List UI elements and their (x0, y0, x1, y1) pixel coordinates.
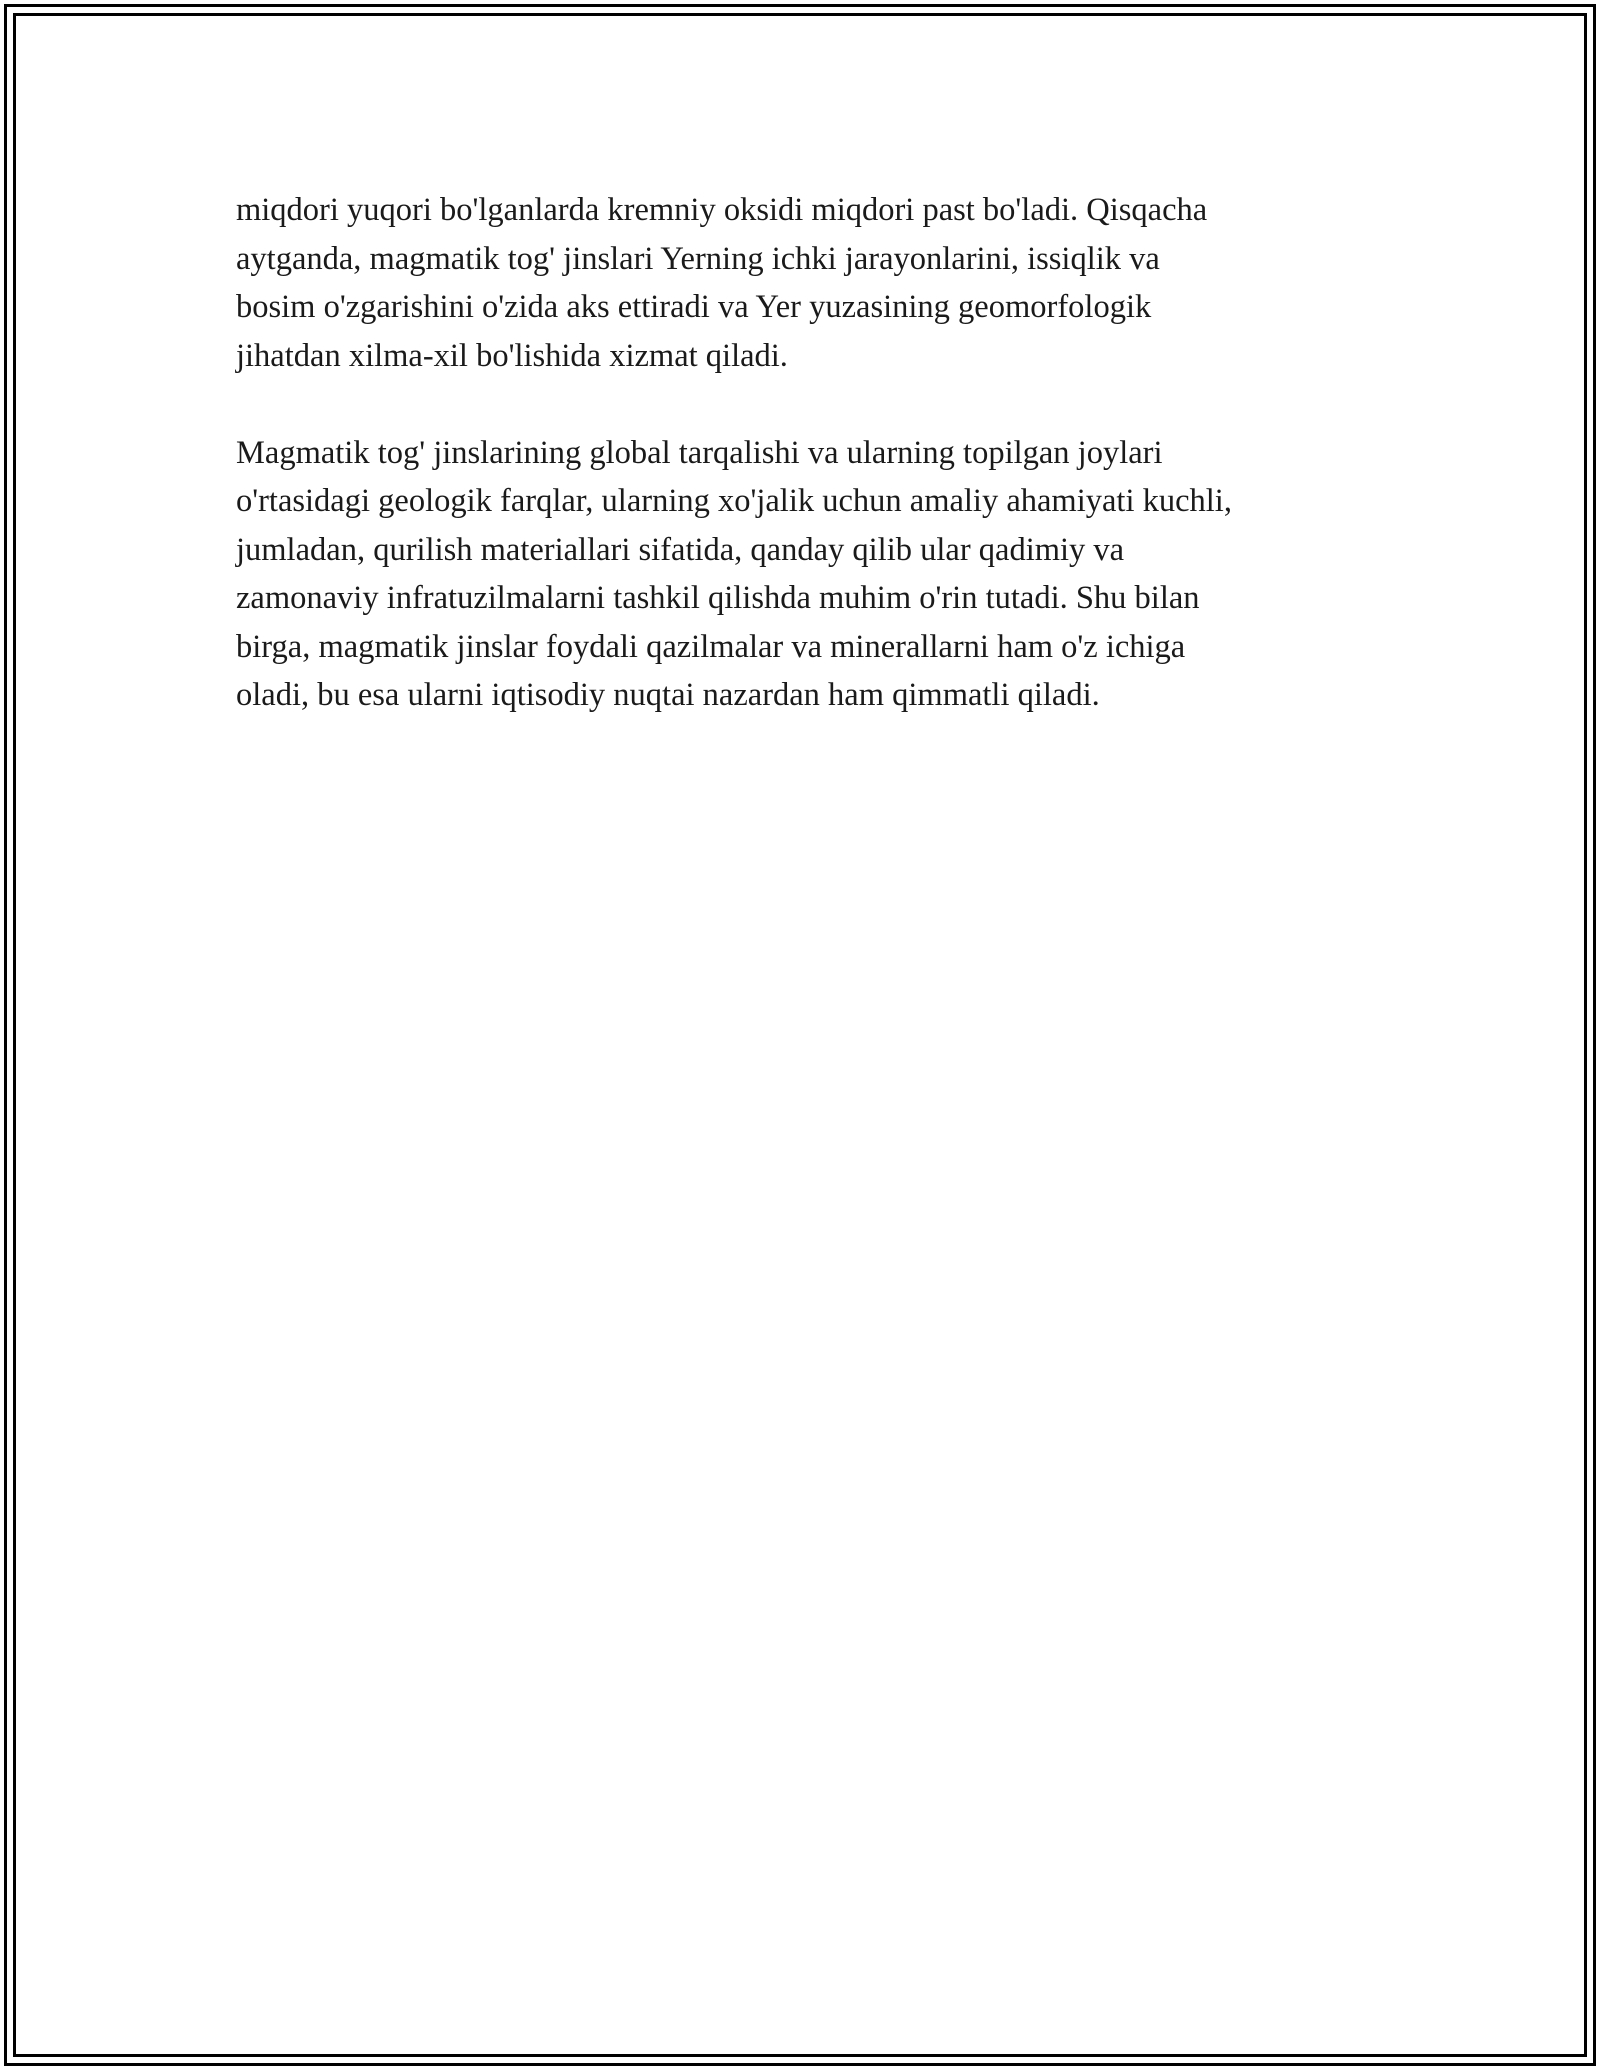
paragraph-1: miqdori yuqori bo'lganlarda kremniy oksidi miqdori past bo'ladi. Qisqacha aytganda, magmatik tog' jinslari Yerning ichki jarayonlarini, issiqlik va bosim o'zgarishini o'zida aks ettiradi va Yer yuzasining geomorfologik jihatdan xilma-xil bo'lishida xizmat qiladi. (236, 192, 1208, 374)
paragraph-2: Magmatik tog' jinslarining global tarqalishi va ularning topilgan joylari o'rtasidagi geologik farqlar, ularning xo'jalik uchun amaliy ahamiyati kuchli, jumladan, qurilish materiallari sifatida, qanday qilib ular qadimiy va zamonaviy infratuzilmalarni tashkil qilishda muhim o'rin tutadi. Shu bilan birga, magmatik jinslar foydali qazilmalar va minerallarni ham o'z ichiga oladi, bu esa ularni iqtisodiy nuqtai nazardan ham qimmatli qiladi. (236, 434, 1232, 713)
document-body (236, 186, 1376, 720)
